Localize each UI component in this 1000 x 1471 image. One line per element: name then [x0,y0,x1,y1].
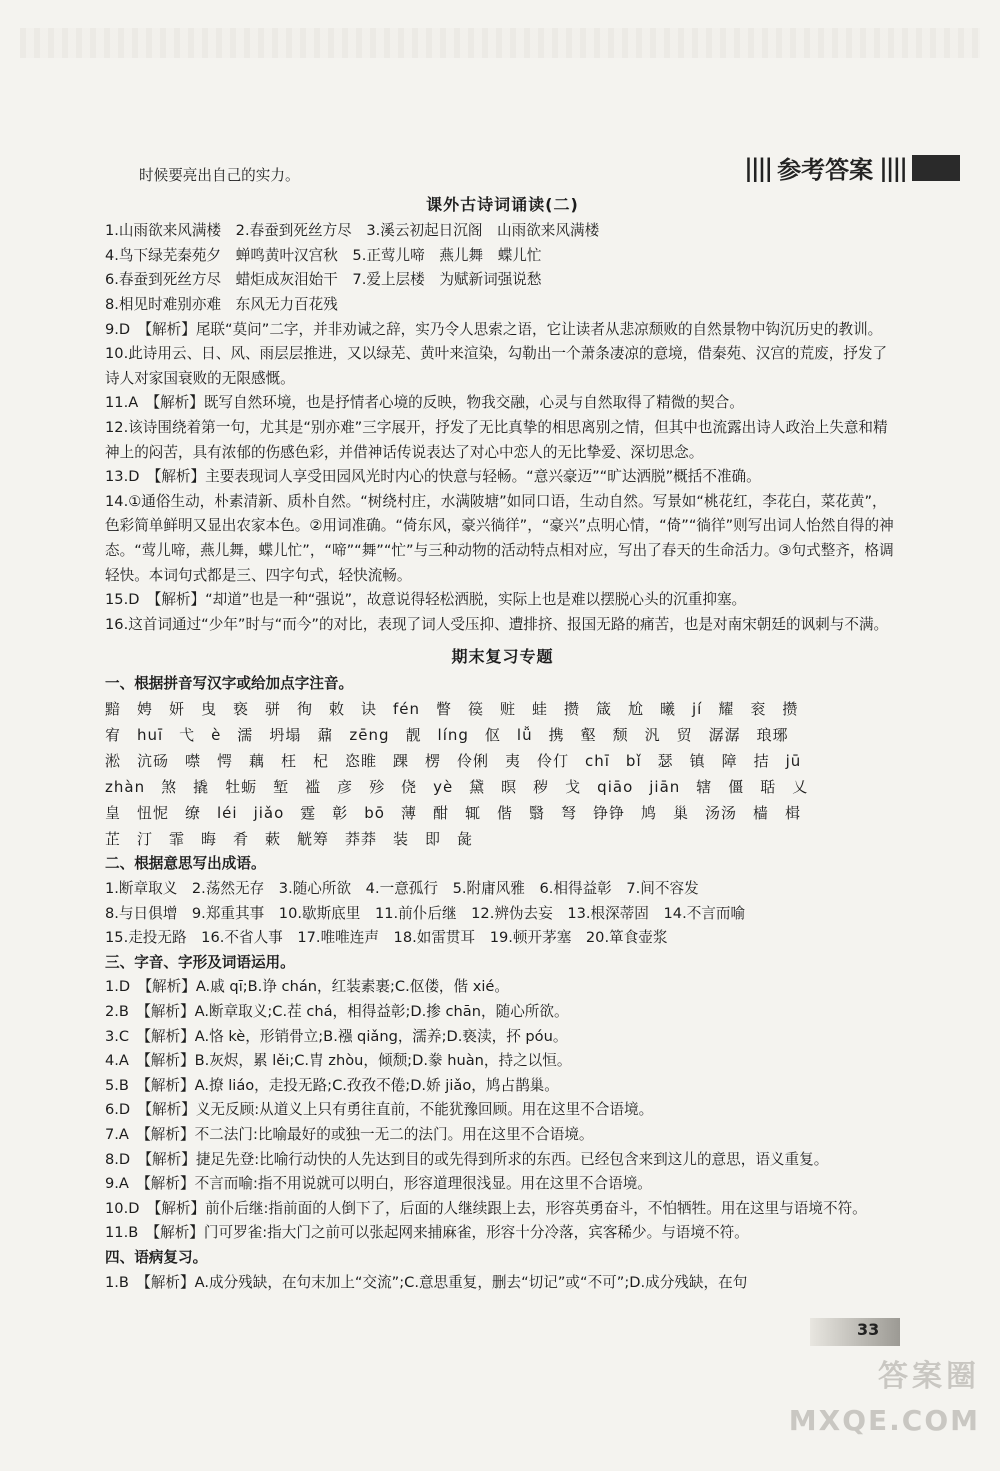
answer-line: 10.D 【解析】前仆后继:指前面的人倒下了，后面的人继续跟上去，形容英勇奋斗，不怕牺牲。用在这里与语境不符。 [105,1199,867,1217]
answer-line: 3.C 【解析】A.恪 kè，形销骨立;B.襁 qiǎng，濡养;D.亵渎，抔 póu。 [105,1027,568,1045]
char-row: 芷 汀 霏 晦 肴 蔌 觥筹 莽莽 装 即 彘 [105,830,474,849]
idiom-line: 8.与日俱增 9.郑重其事 10.歇斯底里 11.前仆后继 12.辨伪去妄 13.根深蒂固 14.不言而喻 [105,904,746,922]
answer-line: 14.①通俗生动，朴素清新、质朴自然。“树绕村庄，水满陂塘”如同口语，生动自然。写景如“桃花红，李花白，菜花黄”，色彩简单鲜明又显出农家本色。②用词准确。“倚东风，豪兴徜徉”，“豪兴”点明心情，“倚”“徜徉”则写出词人怡然自得的神态。“莺儿啼，燕儿舞，蝶儿忙”，“啼”“舞”“忙”与三种动物的活动特点相对应，写出了春天的生命活力。③句式整齐，格调轻快。本词句式都是三、四字句式，轻快流畅。 [105,492,894,584]
answer-line: 10.此诗用云、日、风、雨层层推进，又以绿芜、黄叶来渲染，勾勒出一个萧条凄凉的意境，借秦苑、汉宫的荒废，抒发了诗人对家国衰败的无限感慨。 [105,345,888,387]
answer-line: 11.B 【解析】门可罗雀:指大门之前可以张起网来捕麻雀，形容十分冷落，宾客稀少。与语境不符。 [105,1224,749,1242]
answer-line: 1.D 【解析】A.戚 qī;B.诤 chán，红装素裹;C.伛偻，偕 xié。 [105,978,510,996]
answer-line: 2.B 【解析】A.断章取义;C.茬 chá，相得益彰;D.掺 chān，随心所欲。 [105,1003,569,1021]
char-row: 黯 娉 妍 曳 亵 骈 徇 敕 诀 fén 瞥 篌 赃 蛙 攒 箴 尬 曦 jí 耀 衮 攒 [105,700,799,719]
answer-line: 9.A 【解析】不言而喻:指不用说就可以明白，形容道理很浅显。用在这里不合语境。 [105,1175,652,1193]
idiom-line: 15.走投无路 16.不省人事 17.唯唯连声 18.如雷贯耳 19.顿开茅塞 20.箪食壶浆 [105,929,668,947]
answer-line: 16.这首词通过“少年”时与“而今”的对比，表现了词人受压抑、遭排挤、报国无路的痛苦，也是对南宋朝廷的讽刺与不满。 [105,615,889,633]
answer-line: 1.B 【解析】A.成分残缺，在句末加上“交流”;C.意思重复，删去“切记”或“不可”;D.成分残缺，在句 [105,1273,748,1291]
part1-title: 一、根据拼音写汉字或给加点字注音。 [105,674,354,692]
watermark [789,1355,980,1443]
idiom-line: 1.断章取义 2.荡然无存 3.随心所欲 4.一意孤行 5.附庸风雅 6.相得益彰 7.间不容发 [105,880,699,898]
page-number-bar [810,1318,900,1346]
char-row: zhàn 煞 撬 牡蛎 堑 褴 彦 殄 侥 yè 黛 暝 秽 戈 qiāo jiān 辖 僵 聒 乂 [105,778,809,797]
poetry-answers [105,219,900,637]
char-grid [105,696,900,852]
char-row: 淞 沆砀 噤 愕 藕 枉 杞 恣睢 踝 楞 伶俐 夷 伶仃 chī bǐ 瑟 镇 障 拮 jū [105,752,802,771]
part4-title: 四、语病复习。 [105,1248,208,1266]
answer-line: 6.D 【解析】义无反顾:从道义上只有勇往直前，不能犹豫回顾。用在这里不合语境。 [105,1101,654,1119]
answer-line: 5.B 【解析】A.撩 liáo，走投无路;C.孜孜不倦;D.娇 jiǎo，鸠占鹊巢。 [105,1076,559,1094]
idiom-answers [105,877,900,951]
header-bars-right: |||| [879,153,906,182]
section-title-poetry: 课外古诗词诵读(二) [426,194,579,214]
part2-title: 二、根据意思写出成语。 [105,855,266,873]
answer-line: 7.A 【解析】不二法门:比喻最好的或独一无二的法门。用在这里不合语境。 [105,1126,594,1143]
answer-line: 4.鸟下绿芜秦苑夕 蝉鸣黄叶汉宫秋 5.正莺儿啼 燕儿舞 蝶儿忙 [105,246,542,264]
answer-line: 8.D 【解析】捷足先登:比喻行动快的人先达到目的或先得到所求的东西。已经包含来到这儿的意思，语义重复。 [105,1150,829,1168]
section-title-final-review: 期末复习专题 [451,647,554,667]
answer-line: 15.D 【解析】“却道”也是一种“强说”，故意说得轻松洒脱，实际上也是难以摆脱心头的沉重抑塞。 [105,591,747,609]
continuation-line: 时候要亮出自己的实力。 [139,167,300,184]
part3-title: 三、字音、字形及词语运用。 [105,953,295,971]
page-body [105,164,900,1295]
answer-line: 12.该诗围绕着第一句，尤其是“别亦难”三字展开，抒发了无比真挚的相思离别之情，但其中也流露出诗人政治上失意和精神上的闷苦，具有浓郁的伤感色彩，并借神话传说表达了对心中恋人的无比挚爱、深切思念。 [105,418,888,461]
answer-line: 4.A 【解析】B.灰烬，累 lěi;C.胄 zhòu，倾颓;D.豢 huàn，持之以恒。 [105,1052,572,1070]
watermark-text: 答案圈 [878,1359,980,1394]
header-label-text: 参考答案 [777,155,874,184]
answer-line: 8.相见时难别亦难 东风无力百花残 [105,295,338,313]
header-black-block [912,155,960,181]
char-row: 皇 忸怩 缭 léi jiǎo 霆 彰 bō 薄 酣 辄 偕 翳 弩 铮铮 鸠 巢 汤汤 樯 楫 [105,804,801,823]
scan-noise-strip [20,28,980,58]
page-number: 33 [857,1320,880,1339]
char-row: 宥 huī 弋 è 濡 坍塌 鼐 zēng 靓 líng 伛 lǚ 携 壑 颓 汎 贸 潺潺 琅琊 [105,726,789,745]
answer-line: 9.D 【解析】尾联“莫问”二字，并非劝诫之辞，实乃令人思索之语，它让读者从悲凉颓败的自然景物中钩沉历史的教训。 [105,320,883,338]
header-bars-left: |||| [744,153,772,182]
grammar-answers [105,1271,900,1296]
answer-line: 6.春蚕到死丝方尽 蜡炬成灰泪始干 7.爱上层楼 为赋新词强说愁 [105,271,542,289]
answer-line: 1.山雨欲来风满楼 2.春蚕到死丝方尽 3.溪云初起日沉阁 山雨欲来风满楼 [105,222,600,240]
answer-line: 13.D 【解析】主要表现词人享受田园风光时内心的快意与轻畅。“意兴豪迈”“旷达洒脱”概括不准确。 [105,468,761,486]
answer-line: 11.A 【解析】既写自然环境，也是抒情者心境的反映，物我交融，心灵与自然取得了精微的契合。 [105,394,744,412]
pronunciation-answers [105,975,900,1246]
watermark-url: MXQE.COM [788,1404,980,1437]
